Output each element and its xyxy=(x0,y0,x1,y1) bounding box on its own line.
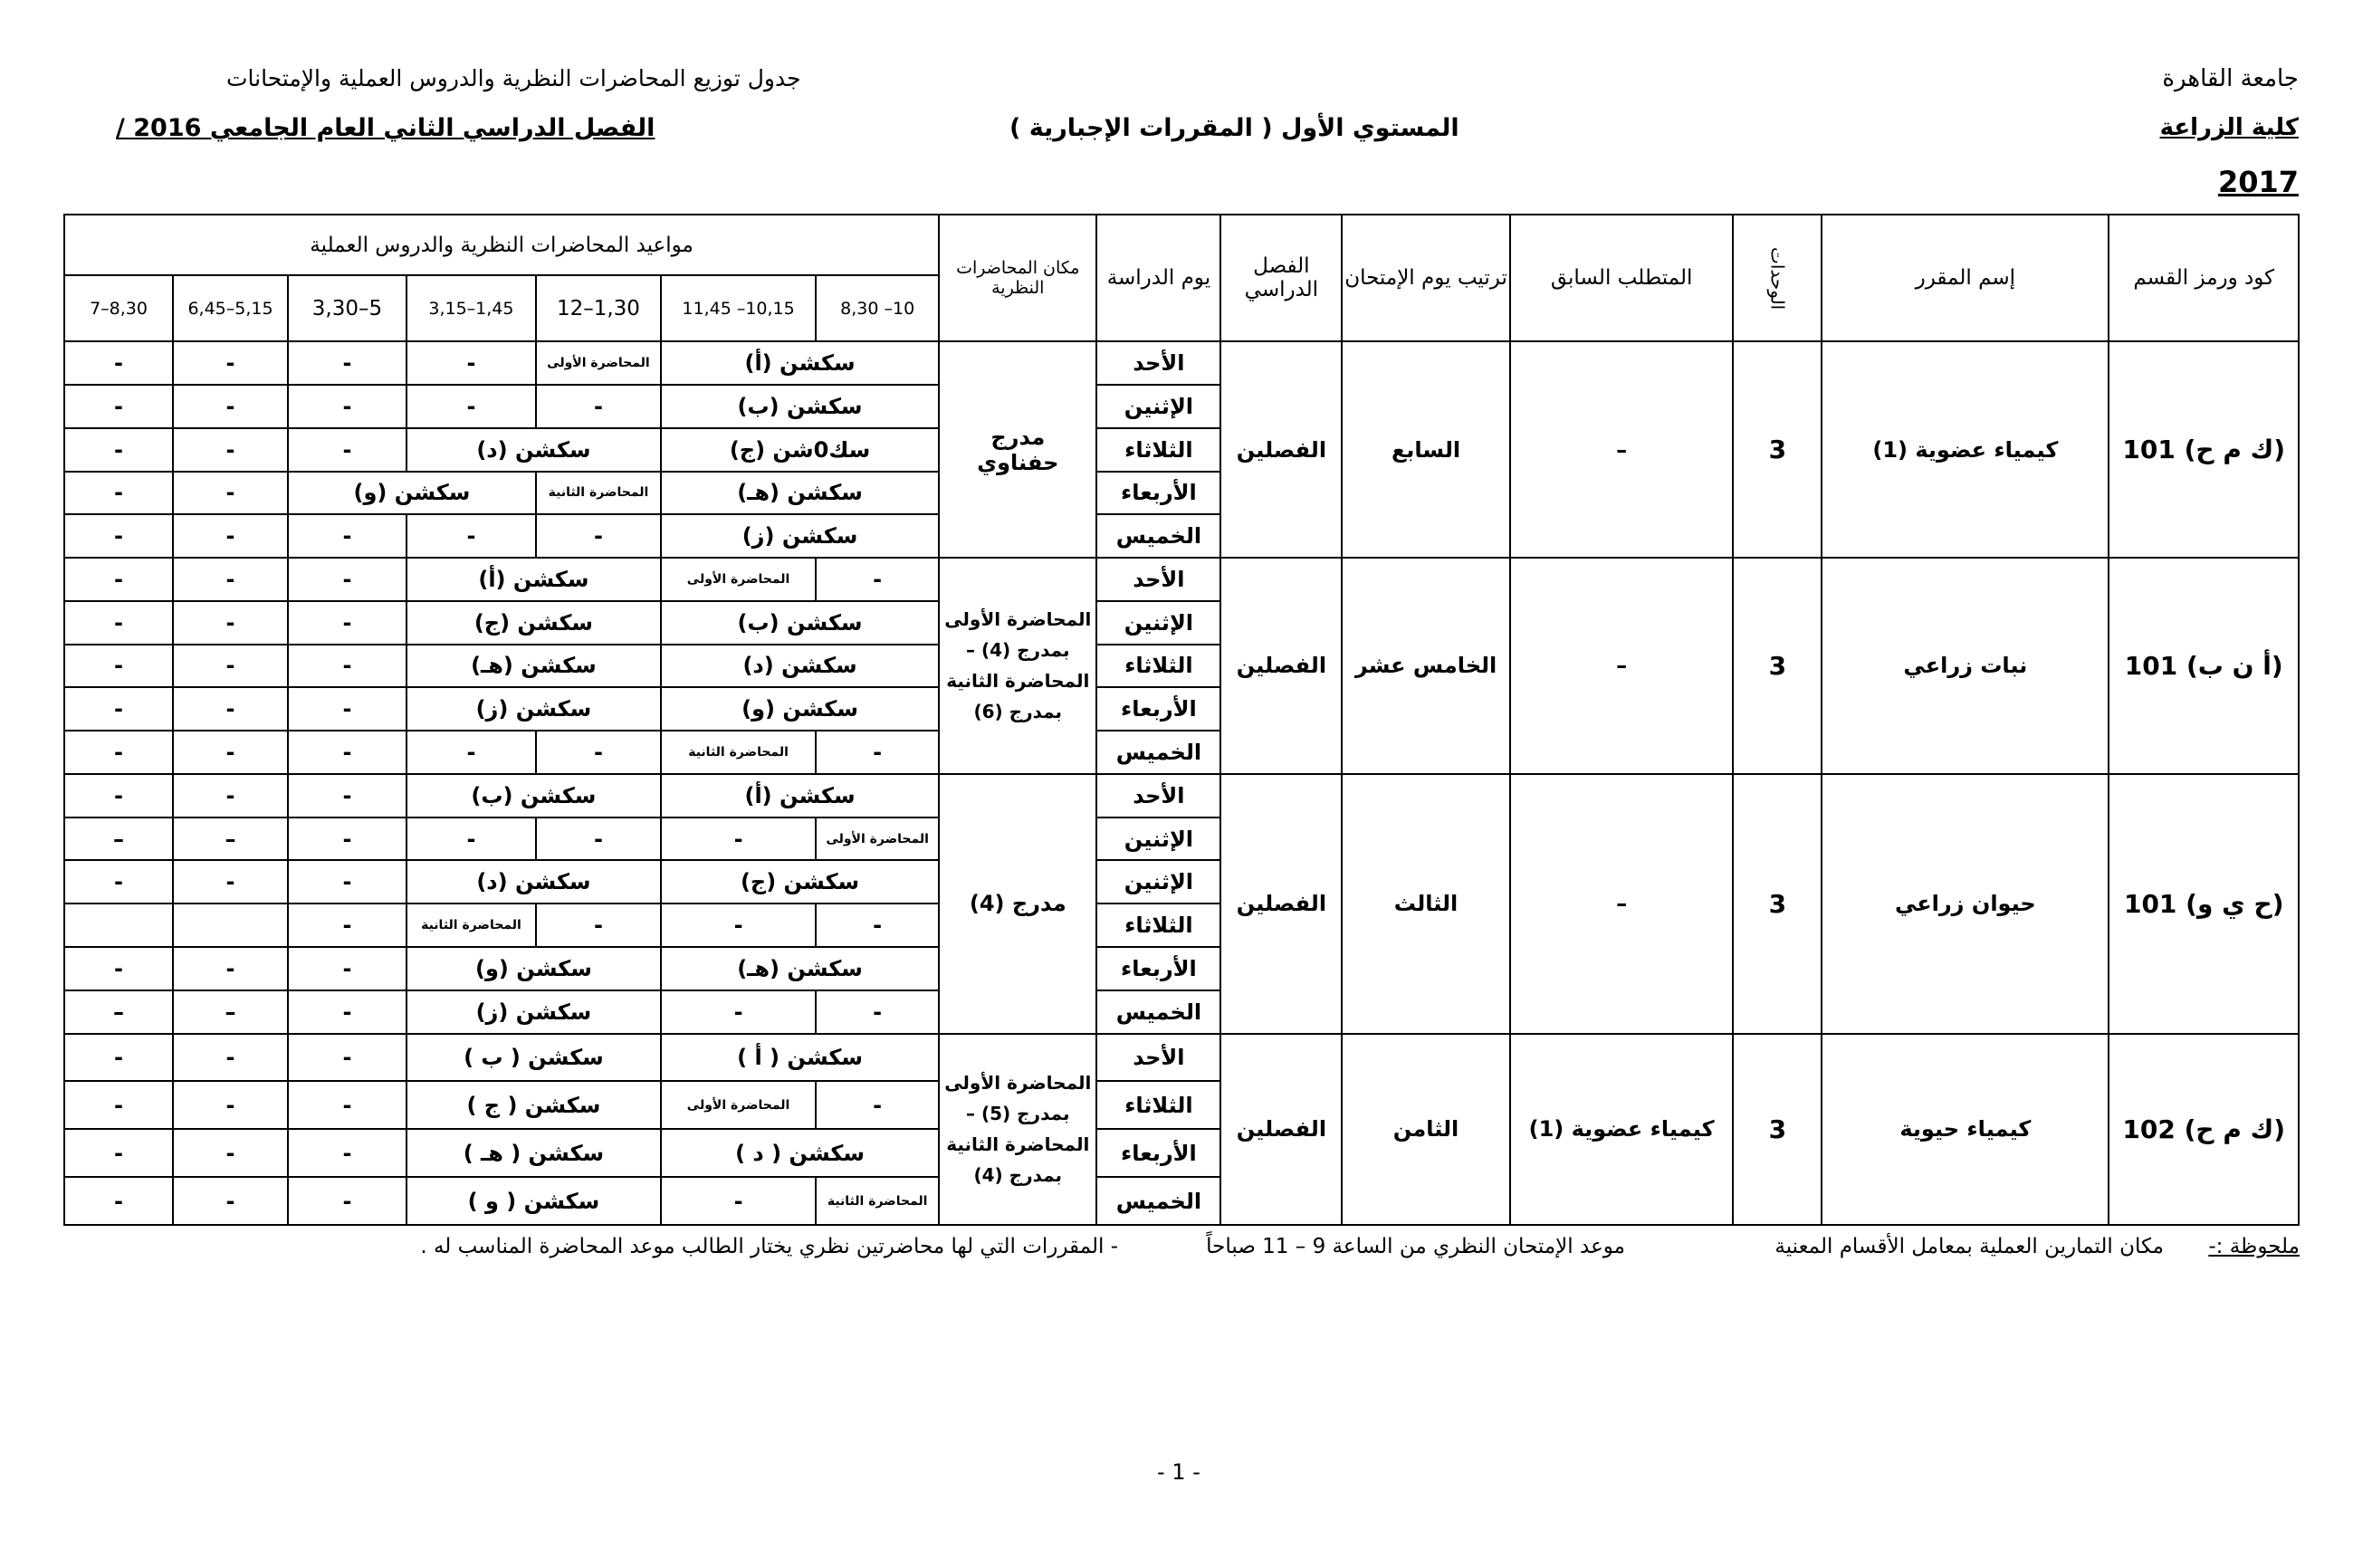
schedule-cell: - xyxy=(536,904,661,947)
schedule-cell: - xyxy=(407,341,536,385)
footnote xyxy=(63,1235,2300,1271)
course-exam-order: الثامن xyxy=(1342,1034,1509,1226)
schedule-cell: - xyxy=(536,817,661,861)
schedule-cell: سكشن (هـ) xyxy=(661,472,939,515)
schedule-cell: - xyxy=(64,645,173,688)
day-cell: الثلاثاء xyxy=(1096,904,1220,947)
course-units: 3 xyxy=(1733,558,1822,774)
schedule-cell: - xyxy=(288,947,407,990)
note-practical-location: مكان التمارين العملية بمعامل الأقسام المعنية xyxy=(1774,1235,2164,1258)
schedule-cell: سكشن (أ) xyxy=(661,341,939,385)
schedule-cell: - xyxy=(64,1129,173,1177)
header-time-slot: 11,45 –10,15 xyxy=(661,275,816,341)
day-cell: الخميس xyxy=(1096,1177,1220,1225)
schedule-cell xyxy=(173,904,288,947)
schedule-cell: - xyxy=(173,1081,288,1129)
schedule-cell: - xyxy=(661,817,816,861)
schedule-cell: المحاضرة الأولى xyxy=(536,341,661,385)
schedule-cell: - xyxy=(288,774,407,817)
course-name: كيمياء حيوية xyxy=(1822,1034,2109,1226)
schedule-cell: سكشن ( و ) xyxy=(407,1177,661,1225)
schedule-cell: - xyxy=(288,1129,407,1177)
schedule-cell: سكشن ( ج ) xyxy=(407,1081,661,1129)
course-code: (ك م ح) 101 xyxy=(2109,341,2299,558)
header-place: مكان المحاضرات النظرية xyxy=(939,215,1096,341)
day-cell: الخميس xyxy=(1096,514,1220,558)
day-cell: الثلاثاء xyxy=(1096,1081,1220,1129)
schedule-cell: سكشن (و) xyxy=(407,947,661,990)
note-exam-time: موعد الإمتحان النظري من الساعة 9 – 11 صباحاً xyxy=(1206,1235,1625,1258)
schedule-cell: - xyxy=(661,904,816,947)
schedule-cell: - xyxy=(173,687,288,731)
semester-title: الفصل الدراسي الثاني العام الجامعي 2016 / xyxy=(116,114,655,142)
course-units: 3 xyxy=(1733,341,1822,558)
lecture-place: مدرج (4) xyxy=(939,774,1096,1034)
schedule-cell: - xyxy=(288,904,407,947)
schedule-cell: - xyxy=(64,1034,173,1082)
header-time-slot: 8,30 –10 xyxy=(816,275,939,341)
schedule-cell: سكشن (أ) xyxy=(407,558,661,601)
schedule-cell: - xyxy=(288,601,407,645)
header-prerequisite: المتطلب السابق xyxy=(1510,215,1734,341)
schedule-cell: - xyxy=(64,731,173,774)
schedule-cell: - xyxy=(288,645,407,688)
lecture-place: المحاضرة الأولى بمدرج (5) – المحاضرة الثانية بمدرج (4) xyxy=(939,1034,1096,1226)
day-cell: الإثنين xyxy=(1096,601,1220,645)
schedule-cell: سكشن ( أ ) xyxy=(661,1034,939,1082)
schedule-cell: - xyxy=(536,514,661,558)
day-cell: الأحد xyxy=(1096,341,1220,385)
schedule-cell: المحاضرة الثانية xyxy=(407,904,536,947)
schedule-cell: - xyxy=(173,860,288,904)
schedule-cell: - xyxy=(64,472,173,515)
course-prerequisite: – xyxy=(1510,341,1734,558)
course-code: (ك م ح) 102 xyxy=(2109,1034,2299,1226)
schedule-cell: سكشن (ز) xyxy=(661,514,939,558)
day-cell: الأحد xyxy=(1096,558,1220,601)
schedule-cell: - xyxy=(64,514,173,558)
schedule-cell: - xyxy=(173,1034,288,1082)
course-units: 3 xyxy=(1733,1034,1822,1226)
schedule-cell: – xyxy=(173,817,288,861)
schedule-cell: - xyxy=(816,731,939,774)
day-cell: الأربعاء xyxy=(1096,1129,1220,1177)
schedule-cell: - xyxy=(407,817,536,861)
schedule-cell: سكشن (ز) xyxy=(407,990,661,1034)
lecture-place: المحاضرة الأولى بمدرج (4) – المحاضرة الثانية بمدرج (6) xyxy=(939,558,1096,774)
university-name: جامعة القاهرة xyxy=(2162,65,2299,92)
schedule-cell: - xyxy=(173,774,288,817)
schedule-cell: - xyxy=(288,1081,407,1129)
schedule-cell: سكشن (و) xyxy=(288,472,536,515)
day-cell: الخميس xyxy=(1096,990,1220,1034)
schedule-cell: - xyxy=(173,601,288,645)
schedule-cell: المحاضرة الثانية xyxy=(816,1177,939,1225)
header-units: الوحدات xyxy=(1733,215,1822,341)
schedule-cell: - xyxy=(173,1177,288,1225)
schedule-cell: - xyxy=(64,385,173,428)
schedule-cell: - xyxy=(173,428,288,472)
header-course-name: إسم المقرر xyxy=(1822,215,2109,341)
schedule-cell: سكشن (د) xyxy=(407,860,661,904)
schedule-cell: سكشن (د) xyxy=(661,645,939,688)
schedule-cell: - xyxy=(173,472,288,515)
schedule-cell: سكشن (ز) xyxy=(407,687,661,731)
day-cell: الإثنين xyxy=(1096,817,1220,861)
schedule-cell xyxy=(64,904,173,947)
course-code: (أ ن ب) 101 xyxy=(2109,558,2299,774)
schedule-cell: - xyxy=(288,514,407,558)
course-term: الفصلين xyxy=(1220,341,1342,558)
day-cell: الثلاثاء xyxy=(1096,645,1220,688)
day-cell: الأربعاء xyxy=(1096,472,1220,515)
schedule-cell: سكشن ( هـ ) xyxy=(407,1129,661,1177)
schedule-cell: - xyxy=(173,514,288,558)
course-code: (ح ي و) 101 xyxy=(2109,774,2299,1034)
schedule-cell: - xyxy=(64,341,173,385)
schedule-cell: سكشن (ب) xyxy=(407,774,661,817)
schedule-cell: - xyxy=(173,558,288,601)
schedule-cell: سكشن ( ب ) xyxy=(407,1034,661,1082)
day-cell: الإثنين xyxy=(1096,385,1220,428)
schedule-title: جدول توزيع المحاضرات النظرية والدروس العملية والإمتحانات xyxy=(226,65,801,91)
schedule-cell: سك0شن (ج) xyxy=(661,428,939,472)
header-exam-order: ترتيب يوم الإمتحان xyxy=(1342,215,1509,341)
schedule-cell: - xyxy=(407,731,536,774)
course-exam-order: الخامس عشر xyxy=(1342,558,1509,774)
course-exam-order: السابع xyxy=(1342,341,1509,558)
schedule-cell: - xyxy=(64,947,173,990)
schedule-cell: - xyxy=(288,990,407,1034)
schedule-cell: سكشن (ج) xyxy=(407,601,661,645)
schedule-cell: - xyxy=(407,514,536,558)
schedule-cell: سكشن (هـ) xyxy=(407,645,661,688)
schedule-cell: المحاضرة الثانية xyxy=(661,731,816,774)
schedule-cell: - xyxy=(64,428,173,472)
schedule-cell: سكشن (و) xyxy=(661,687,939,731)
schedule-cell: - xyxy=(64,687,173,731)
schedule-cell: - xyxy=(173,731,288,774)
lecture-place: مدرج حفناوي xyxy=(939,341,1096,558)
schedule-cell: سكشن (أ) xyxy=(661,774,939,817)
schedule-cell: - xyxy=(173,1129,288,1177)
schedule-cell: – xyxy=(64,990,173,1034)
day-cell: الأربعاء xyxy=(1096,687,1220,731)
schedule-cell: - xyxy=(173,341,288,385)
schedule-cell: - xyxy=(64,774,173,817)
course-prerequisite: – xyxy=(1510,558,1734,774)
header-time-slot: 6,45–5,15 xyxy=(173,275,288,341)
schedule-cell: - xyxy=(64,601,173,645)
schedule-cell: - xyxy=(288,687,407,731)
schedule-cell: - xyxy=(288,1034,407,1082)
schedule-cell: - xyxy=(64,860,173,904)
day-cell: الخميس xyxy=(1096,731,1220,774)
schedule-cell: سكشن (ب) xyxy=(661,601,939,645)
level-title: المستوي الأول ( المقررات الإجبارية ) xyxy=(1009,114,1459,142)
course-term: الفصلين xyxy=(1220,1034,1342,1226)
schedule-cell: - xyxy=(288,731,407,774)
schedule-cell: - xyxy=(536,385,661,428)
schedule-cell: - xyxy=(407,385,536,428)
schedule-cell: - xyxy=(288,385,407,428)
schedule-cell: - xyxy=(816,558,939,601)
course-exam-order: الثالث xyxy=(1342,774,1509,1034)
day-cell: الإثنين xyxy=(1096,860,1220,904)
schedule-cell: - xyxy=(64,1177,173,1225)
schedule-cell: سكشن ( د ) xyxy=(661,1129,939,1177)
course-name: نبات زراعي xyxy=(1822,558,2109,774)
schedule-cell: - xyxy=(816,1081,939,1129)
schedule-cell: - xyxy=(288,428,407,472)
day-cell: الأحد xyxy=(1096,774,1220,817)
schedule-cell: - xyxy=(288,558,407,601)
header-time-slot: 3,30–5 xyxy=(288,275,407,341)
header-time-slot: 7–8,30 xyxy=(64,275,173,341)
schedule-cell: سكشن (د) xyxy=(407,428,661,472)
note-label: ملحوظة :- xyxy=(2208,1235,2300,1258)
schedule-cell: - xyxy=(816,904,939,947)
day-cell: الأربعاء xyxy=(1096,947,1220,990)
schedule-cell: - xyxy=(661,1177,816,1225)
academic-year: 2017 xyxy=(2217,165,2299,199)
schedule-cell: المحاضرة الأولى xyxy=(816,817,939,861)
course-prerequisite: كيمياء عضوية (1) xyxy=(1510,1034,1734,1226)
schedule-cell: - xyxy=(173,947,288,990)
schedule-cell: - xyxy=(661,990,816,1034)
note-two-lectures: - المقررات التي لها محاضرتين نظري يختار الطالب موعد المحاضرة المناسب له . xyxy=(420,1235,1118,1258)
header-time-slot: 12–1,30 xyxy=(536,275,661,341)
schedule-cell: - xyxy=(536,731,661,774)
page-number: - 1 - xyxy=(1157,1459,1200,1485)
day-cell: الثلاثاء xyxy=(1096,428,1220,472)
schedule-cell: المحاضرة الأولى xyxy=(661,558,816,601)
schedule-cell: - xyxy=(288,341,407,385)
schedule-cell: - xyxy=(173,645,288,688)
schedule-table xyxy=(63,214,2300,1226)
course-name: حيوان زراعي xyxy=(1822,774,2109,1034)
schedule-cell: سكشن (ج) xyxy=(661,860,939,904)
schedule-cell: - xyxy=(64,1081,173,1129)
course-prerequisite: – xyxy=(1510,774,1734,1034)
schedule-cell: - xyxy=(64,558,173,601)
faculty-name: كلية الزراعة xyxy=(2159,114,2299,141)
schedule-cell: - xyxy=(288,860,407,904)
schedule-cell: المحاضرة الأولى xyxy=(661,1081,816,1129)
course-term: الفصلين xyxy=(1220,558,1342,774)
day-cell: الأحد xyxy=(1096,1034,1220,1082)
schedule-cell: - xyxy=(173,385,288,428)
course-term: الفصلين xyxy=(1220,774,1342,1034)
header-times-group: مواعيد المحاضرات النظرية والدروس العملية xyxy=(64,215,939,275)
schedule-cell: - xyxy=(288,817,407,861)
header-code: كود ورمز القسم xyxy=(2109,215,2299,341)
schedule-cell: - xyxy=(816,990,939,1034)
course-name: كيمياء عضوية (1) xyxy=(1822,341,2109,558)
schedule-cell: – xyxy=(64,817,173,861)
header-time-slot: 3,15–1,45 xyxy=(407,275,536,341)
course-units: 3 xyxy=(1733,774,1822,1034)
header-term: الفصل الدراسي xyxy=(1220,215,1342,341)
schedule-cell: سكشن (هـ) xyxy=(661,947,939,990)
header-day: يوم الدراسة xyxy=(1096,215,1220,341)
schedule-cell: المحاضرة الثانية xyxy=(536,472,661,515)
schedule-cell: – xyxy=(173,990,288,1034)
schedule-cell: - xyxy=(288,1177,407,1225)
schedule-cell: سكشن (ب) xyxy=(661,385,939,428)
